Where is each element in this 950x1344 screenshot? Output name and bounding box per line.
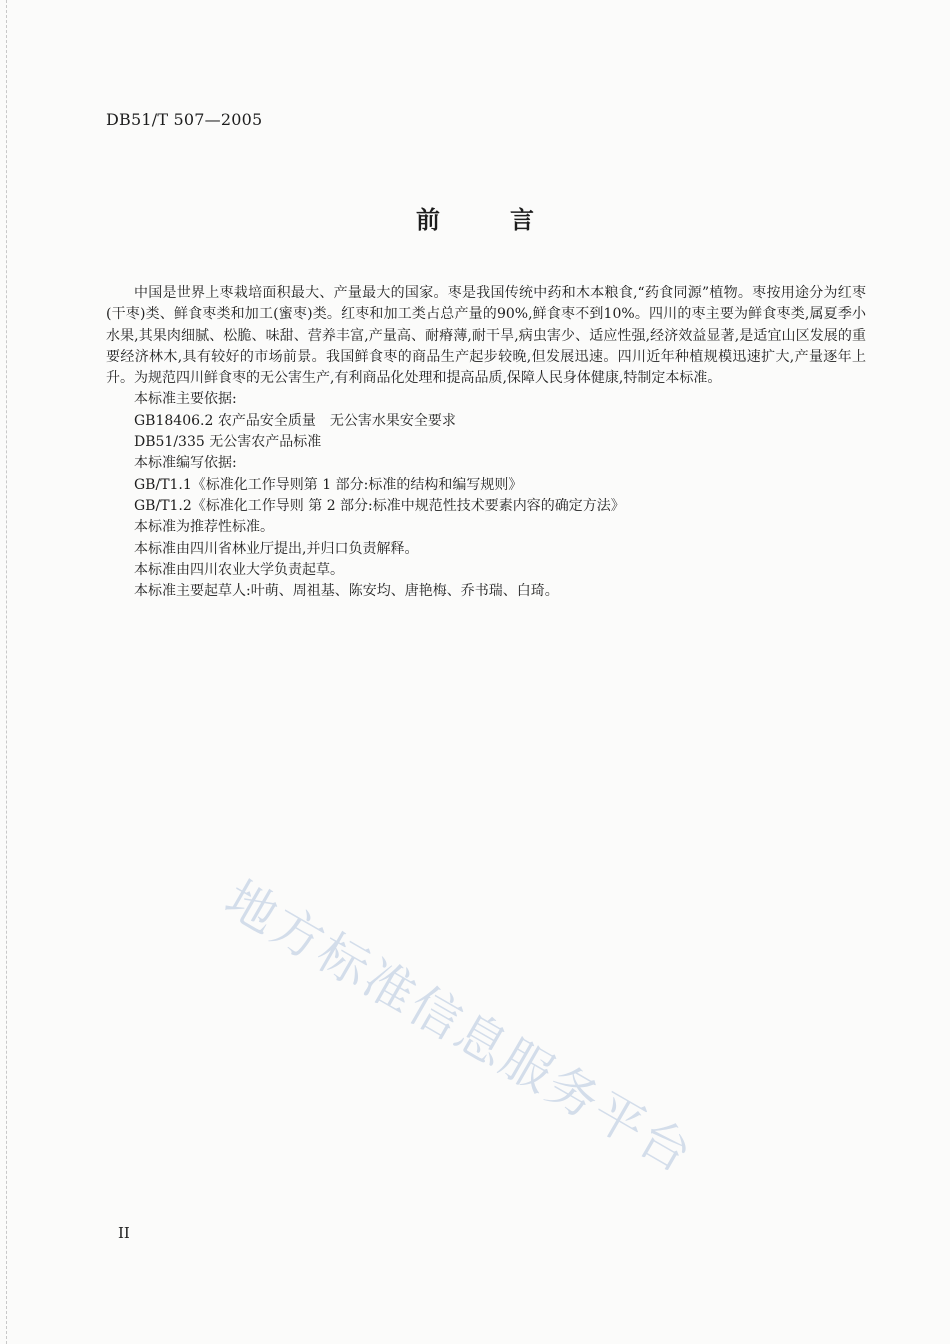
standard-code: DB51/T 507—2005 [106, 110, 263, 129]
proposer-note: 本标准由四川省林业厅提出,并归口负责解释。 [134, 540, 419, 557]
drafting-basis-heading: 本标准编写依据: [134, 455, 237, 472]
basis-item-gb18406: GB18406.2 农产品安全质量 无公害水果安全要求 [134, 412, 456, 429]
basis-item-db51-335: DB51/335 无公害农产品标准 [134, 434, 322, 451]
drafter-organization-note: 本标准由四川农业大学负责起草。 [134, 561, 344, 578]
page-title: 前言 [416, 206, 604, 234]
foreword-body [106, 283, 866, 602]
main-drafters-note: 本标准主要起草人:叶萌、周祖基、陈安均、唐艳梅、乔书瑞、白琦。 [134, 583, 559, 600]
page-number: II [118, 1224, 130, 1242]
basis-heading: 本标准主要依据: [134, 391, 237, 408]
recommended-standard-note: 本标准为推荐性标准。 [134, 519, 274, 536]
watermark: 地方标准信息服务平台 [215, 869, 704, 1185]
drafting-basis-gbt1-2: GB/T1.2《标准化工作导则 第 2 部分:标准中规范性技术要素内容的确定方法》 [134, 497, 625, 514]
drafting-basis-gbt1-1: GB/T1.1《标准化工作导则第 1 部分:标准的结构和编写规则》 [134, 476, 523, 493]
intro-paragraph: 中国是世界上枣栽培面积最大、产量最大的国家。枣是我国传统中药和木本粮食,“药食同源”植物。枣按用途分为红枣(干枣)类、鲜食枣类和加工(蜜枣)类。红枣和加工类占总产量的90%,鲜食枣不到10%。四川的枣主要为鲜食枣类,属夏季小水果,其果肉细腻、松脆、味甜、营养丰富,产量高、耐瘠薄,耐干旱,病虫害少、适应性强,经济效益显著,是适宜山区发展的重要经济林木,具有较好的市场前景。我国鲜食枣的商品生产起步较晚,但发展迅速。四川近年种植规模迅速扩大,产量逐年上升。为规范四川鲜食枣的无公害生产,有利商品化处理和提高品质,保障人民身体健康,特制定本标准。 [106, 285, 866, 387]
